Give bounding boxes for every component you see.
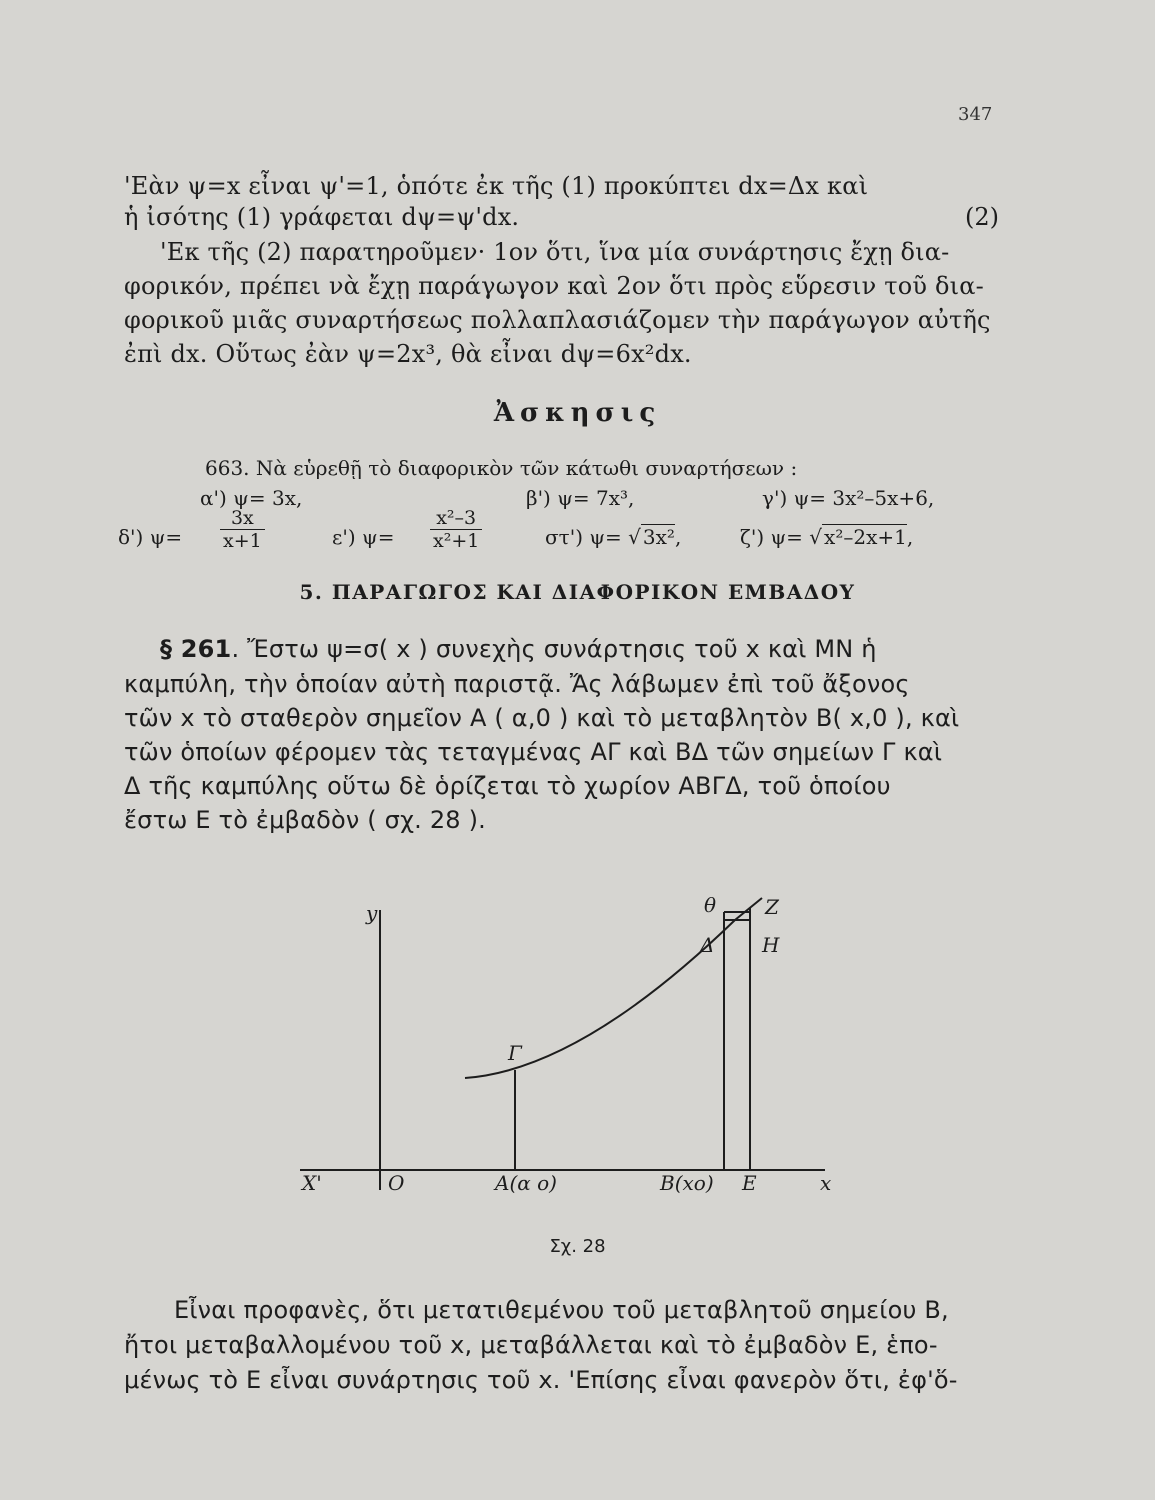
label-origin: O: [388, 1171, 405, 1195]
label-x: x: [820, 1171, 832, 1195]
equation-number: (2): [965, 203, 999, 231]
exercise-b: β') ψ= 7x³,: [526, 486, 635, 510]
exercises-title: Ἀσκησις: [493, 398, 662, 428]
intro-line-2: ἡ ἰσότης (1) γράφεται dψ=ψ'dx.: [124, 203, 520, 231]
section-line-1: [160, 635, 877, 663]
closing-line-1: Εἶναι προφανὲς, ὅτι μετατιθεμένου τοῦ μεταβλητοῦ σημείου B,: [174, 1296, 949, 1324]
closing-line-3: μένως τὸ E εἶναι συνάρτησις τοῦ x. 'Επίσης εἶναι φανερὸν ὅτι, ἐφ'ὅ-: [124, 1366, 958, 1394]
exercise-d-numerator: 3x: [220, 507, 265, 530]
exercise-z-label: ζ') ψ= √: [740, 525, 823, 549]
exercise-z: [740, 525, 913, 549]
intro-line-4: φορικόν, πρέπει νὰ ἔχῃ παράγωγον καὶ 2ον ὅτι πρὸς εὕρεσιν τοῦ δια-: [124, 272, 984, 300]
intro-line-1: 'Εὰν ψ=x εἶναι ψ'=1, ὁπότε ἐκ τῆς (1) προκύπτει dx=Δx καὶ: [124, 172, 869, 200]
label-theta: θ: [704, 893, 717, 917]
exercise-z-comma: ,: [906, 525, 914, 549]
intro-line-5: φορικοῦ μιᾶς συναρτήσεως πολλαπλασιάζομεν τὴν παράγωγον αὐτῆς: [124, 306, 991, 334]
exercise-e-label: ε') ψ=: [332, 525, 395, 549]
label-x-negative: X': [302, 1171, 322, 1195]
exercise-st-radicand: 3x²: [642, 525, 675, 549]
label-z: Z: [765, 895, 779, 919]
exercise-e-fraction: [430, 507, 482, 552]
exercise-e-denominator: x²+1: [433, 530, 480, 552]
exercise-problem: 663. Νὰ εὑρεθῇ τὸ διαφορικὸν τῶν κάτωθι συναρτήσεων :: [205, 456, 798, 480]
section-line-4: τῶν ὁποίων φέρομεν τὰς τεταγμένας ΑΓ καὶ ΒΔ τῶν σημείων Γ καὶ: [124, 738, 943, 766]
intro-line-6: ἐπὶ dx. Οὕτως ἐὰν ψ=2x³, θὰ εἶναι dψ=6x²dx.: [124, 340, 692, 368]
label-y: y: [366, 901, 378, 925]
paragraph-mark: § 261: [160, 635, 232, 663]
section-line-3: τῶν x τὸ σταθερὸν σημεῖον A ( α,0 ) καὶ τὸ μεταβλητὸν B( x,0 ), καὶ: [124, 704, 960, 732]
figure-caption: Σχ. 28: [549, 1236, 606, 1257]
label-b: B(xο): [660, 1171, 714, 1195]
label-gamma: Γ: [508, 1041, 522, 1065]
section-line-5: Δ τῆς καμπύλης οὕτω δὲ ὁρίζεται τὸ χωρίον ΑΒΓΔ, τοῦ ὁποίου: [124, 772, 891, 800]
figure-28-diagram: [280, 890, 860, 1220]
exercise-d-label: δ') ψ=: [118, 525, 183, 549]
exercise-e-numerator: x²–3: [430, 507, 482, 530]
label-e: E: [742, 1171, 757, 1195]
section-title: 5. ΠΑΡΑΓΩΓΟΣ ΚΑΙ ΔΙΑΦΟΡΙΚΟΝ ΕΜΒΑΔΟΥ: [299, 580, 856, 604]
intro-line-3: 'Εκ τῆς (2) παρατηροῦμεν· 1ον ὅτι, ἵνα μία συνάρτησις ἔχῃ δια-: [160, 238, 950, 266]
exercise-c: γ') ψ= 3x²–5x+6,: [762, 486, 935, 510]
label-h: H: [762, 933, 780, 957]
page-number: 347: [958, 104, 993, 125]
exercise-st-comma: ,: [674, 525, 682, 549]
section-line-2: καμπύλη, τὴν ὁποίαν αὐτὴ παριστᾷ. Ἄς λάβωμεν ἐπὶ τοῦ ἄξονος: [124, 670, 910, 698]
exercise-st-label: στ') ψ= √: [545, 525, 641, 549]
section-line-1-text: . Ἔστω ψ=σ( x ) συνεχὴς συνάρτησις τοῦ x καὶ MN ἡ: [231, 635, 877, 663]
exercise-d-denominator: x+1: [223, 530, 262, 552]
exercise-a: α') ψ= 3x,: [200, 486, 303, 510]
label-a: A(α ο): [495, 1171, 557, 1195]
closing-line-2: ἤτοι μεταβαλλομένου τοῦ x, μεταβάλλεται καὶ τὸ ἐμβαδὸν E, ἑπο-: [124, 1331, 938, 1359]
section-line-6: ἔστω E τὸ ἐμβαδὸν ( σχ. 28 ).: [124, 806, 486, 834]
label-delta: Δ: [700, 933, 715, 957]
exercise-z-radicand: x²–2x+1: [824, 525, 907, 549]
exercise-d-fraction: [220, 507, 265, 552]
exercise-st: [545, 525, 681, 549]
